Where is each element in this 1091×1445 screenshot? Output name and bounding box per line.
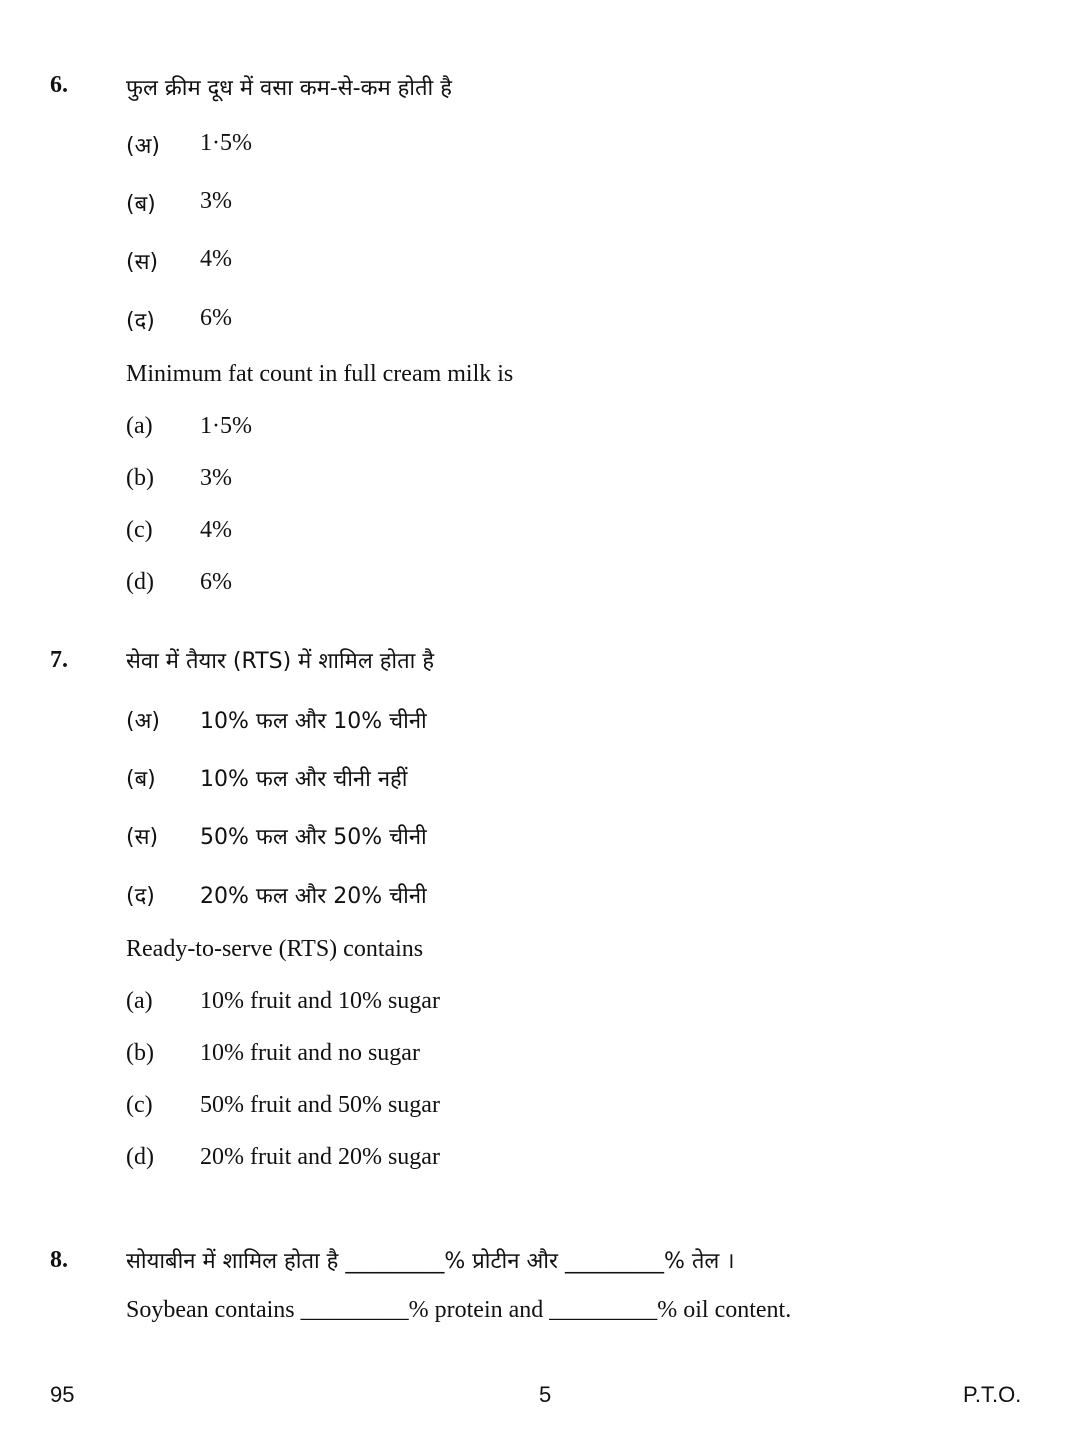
option-text: 50% fruit and 50% sugar <box>200 1092 440 1118</box>
option-text: 10% fruit and no sugar <box>200 1040 420 1066</box>
option-text: 20% फल और 20% चीनी <box>200 884 427 909</box>
option-label: (ब) <box>126 767 156 792</box>
pto-label: P.T.O. <box>963 1382 1022 1407</box>
option-label: (ब) <box>126 192 156 217</box>
question-7-hindi-text: सेवा में तैयार (RTS) में शामिल होता है <box>126 649 435 674</box>
option-label: (a) <box>126 988 153 1014</box>
question-6-hindi-text: फुल क्रीम दूध में वसा कम-से-कम होती है <box>126 76 452 101</box>
option-text: 6% <box>200 569 232 595</box>
question-8-hindi-text: सोयाबीन में शामिल होता है _________% प्रोटीन और _________% तेल । <box>126 1249 735 1274</box>
option-label: (अ) <box>126 709 160 734</box>
option-label: (b) <box>126 1040 154 1066</box>
option-text: 10% fruit and 10% sugar <box>200 988 440 1014</box>
option-label: (स) <box>126 825 159 850</box>
option-label: (a) <box>126 413 153 439</box>
option-label: (c) <box>126 517 153 543</box>
option-label: (अ) <box>126 134 160 159</box>
option-text: 20% fruit and 20% sugar <box>200 1144 440 1170</box>
option-text: 10% फल और चीनी नहीं <box>200 767 408 792</box>
option-text: 6% <box>200 305 232 331</box>
option-text: 3% <box>200 465 232 491</box>
option-text: 10% फल और 10% चीनी <box>200 709 427 734</box>
question-6-english-text: Minimum fat count in full cream milk is <box>126 361 514 387</box>
question-number-8: 8. <box>50 1247 68 1273</box>
option-label: (d) <box>126 569 154 595</box>
option-text: 1·5% <box>200 130 252 156</box>
question-8-english-text: Soybean contains _________% protein and _________% oil content. <box>126 1297 792 1323</box>
option-text: 4% <box>200 517 232 543</box>
question-number-6: 6. <box>50 72 68 98</box>
option-text: 1·5% <box>200 413 252 439</box>
option-label: (द) <box>126 309 155 334</box>
page-number: 5 <box>539 1382 552 1407</box>
question-7-english-text: Ready-to-serve (RTS) contains <box>126 936 424 962</box>
option-label: (d) <box>126 1144 154 1170</box>
option-label: (b) <box>126 465 154 491</box>
option-label: (स) <box>126 250 159 275</box>
question-number-7: 7. <box>50 647 68 673</box>
option-label: (द) <box>126 884 155 909</box>
option-text: 4% <box>200 246 232 272</box>
paper-code: 95 <box>50 1382 75 1407</box>
option-label: (c) <box>126 1092 153 1118</box>
option-text: 50% फल और 50% चीनी <box>200 825 427 850</box>
option-text: 3% <box>200 188 232 214</box>
